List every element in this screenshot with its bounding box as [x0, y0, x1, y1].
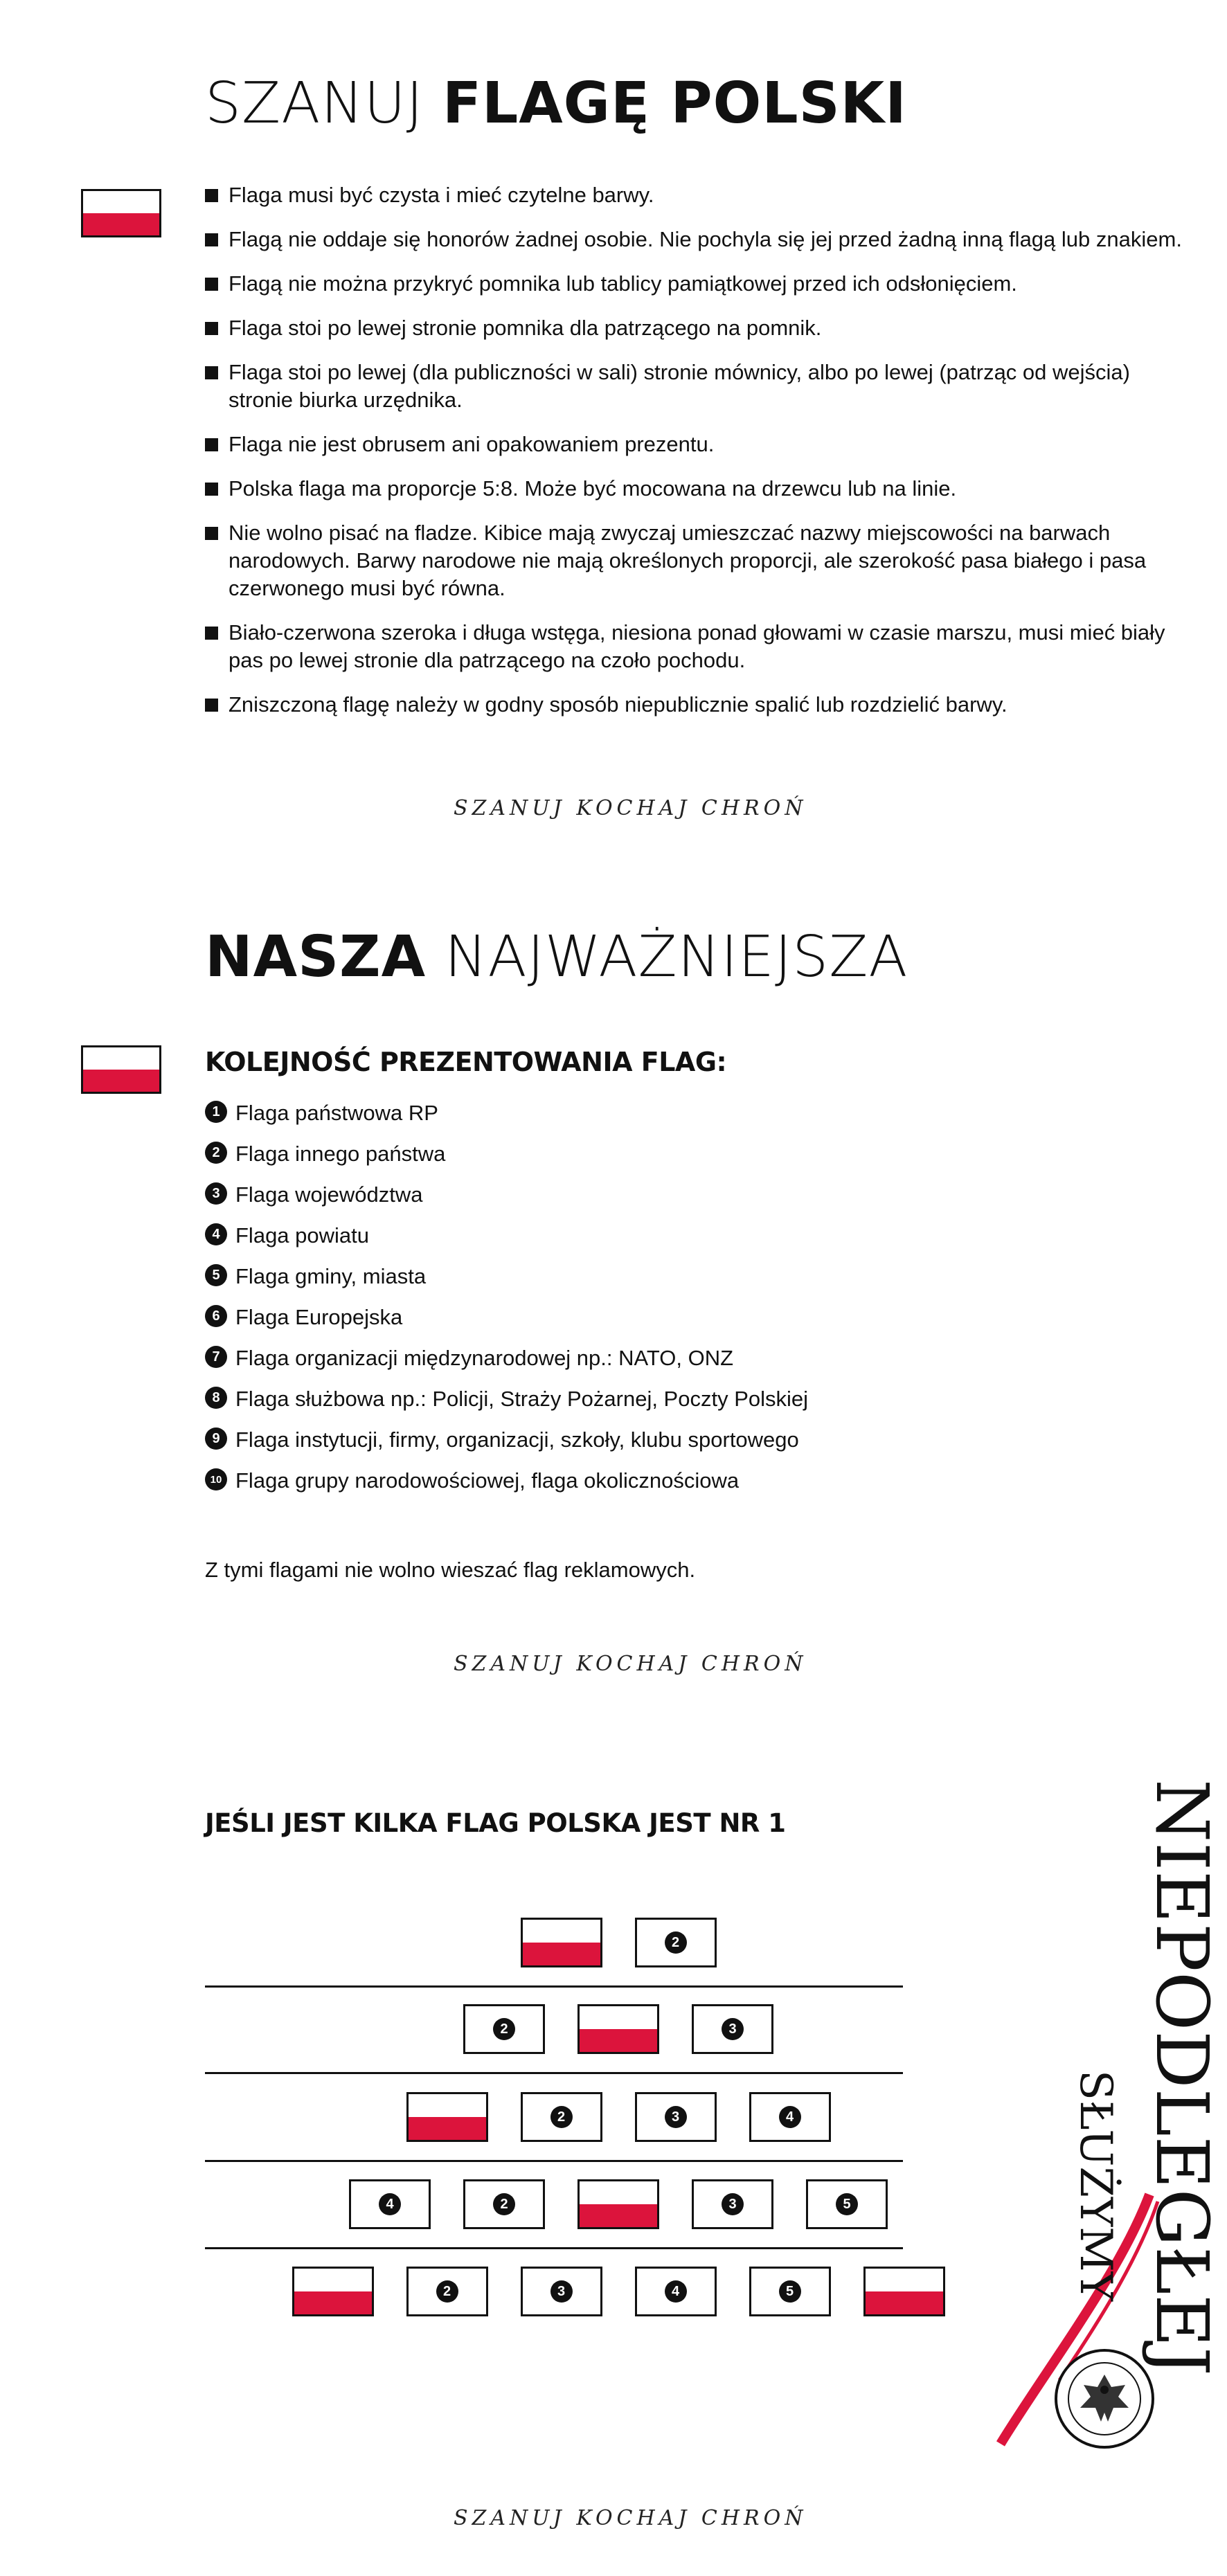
- rule-item: Biało-czerwona szeroka i długa wstęga, niesiona ponad głowami w czasie marszu, musi mieć biały pas po lewej stronie dla patrzącego na czoło pochodu.: [205, 619, 1188, 674]
- polish-flag-icon: [521, 1918, 602, 1967]
- order-item-label: Flaga Europejska: [235, 1305, 403, 1329]
- order-number-badge: 9: [205, 1427, 227, 1450]
- flag-slot-number: 4: [379, 2193, 401, 2215]
- polish-flag-icon: [81, 1045, 161, 1094]
- section2-title-bold: NASZA: [205, 924, 427, 990]
- order-item-label: Flaga gminy, miasta: [235, 1264, 427, 1288]
- section2-title: [205, 924, 908, 990]
- order-item: [205, 1427, 808, 1468]
- flag-slot-number: 2: [665, 1931, 687, 1954]
- motto: SZANUJ KOCHAJ CHROŃ: [454, 796, 807, 820]
- order-number-badge: 10: [205, 1468, 227, 1490]
- order-subtitle: KOLEJNOŚĆ PREZENTOWANIA FLAG:: [205, 1047, 727, 1077]
- polish-flag-icon: [292, 2267, 374, 2316]
- order-item-label: Flaga województwa: [235, 1182, 423, 1207]
- order-item: [205, 1223, 808, 1264]
- row-divider: [205, 2247, 903, 2249]
- rule-item: Polska flaga ma proporcje 5:8. Może być mocowana na drzewcu lub na linie.: [205, 475, 1188, 503]
- flag-slot-number: 3: [722, 2018, 744, 2040]
- flag-slot: [692, 2004, 773, 2054]
- rule-item: Flaga nie jest obrusem ani opakowaniem prezentu.: [205, 431, 1188, 458]
- flag-slot-number: 4: [779, 2106, 801, 2128]
- polish-flag-icon: [863, 2267, 945, 2316]
- flag-slot-number: 3: [665, 2106, 687, 2128]
- order-item: [205, 1468, 808, 1509]
- flag-slot: [749, 2092, 831, 2142]
- flag-order-list: [205, 1101, 808, 1509]
- flag-slot: [635, 2092, 717, 2142]
- order-item-label: Flaga instytucji, firmy, organizacji, szkoły, klubu sportowego: [235, 1427, 799, 1452]
- polish-flag-icon: [577, 2004, 659, 2054]
- rule-item: Flaga stoi po lewej (dla publiczności w sali) stronie mównicy, albo po lewej (patrząc od wejścia) stronie biurka urzędnika.: [205, 359, 1188, 414]
- flag-slot: [806, 2179, 888, 2229]
- motto: SZANUJ KOCHAJ CHROŃ: [454, 2506, 807, 2530]
- order-item-label: Flaga grupy narodowościowej, flaga okolicznościowa: [235, 1468, 740, 1493]
- order-number-badge: 7: [205, 1346, 227, 1368]
- flag-slot: [521, 2267, 602, 2316]
- brand-logo: [969, 1779, 1224, 2471]
- order-item-label: Flaga powiatu: [235, 1223, 370, 1248]
- order-item: [205, 1142, 808, 1182]
- flag-slot-number: 3: [550, 2280, 573, 2303]
- order-item-label: Flaga służbowa np.: Policji, Straży Pożarnej, Poczty Polskiej: [235, 1387, 809, 1411]
- section1-title-bold: FLAGĘ POLSKI: [442, 71, 907, 136]
- rule-item: Zniszczoną flagę należy w godny sposób niepublicznie spalić lub rozdzielić barwy.: [205, 691, 1188, 719]
- order-item: [205, 1182, 808, 1223]
- flag-rules-list: [205, 181, 1188, 735]
- order-item-label: Flaga państwowa RP: [235, 1101, 438, 1125]
- polish-flag-icon: [81, 189, 161, 237]
- section1-title-light: SZANUJ: [205, 71, 424, 136]
- flag-slot: [521, 2092, 602, 2142]
- order-item: [205, 1387, 808, 1427]
- brand-line2: NIEPODLEGŁEJ: [1140, 1779, 1224, 2376]
- row-divider: [205, 2160, 903, 2162]
- flag-slot-number: 2: [493, 2018, 515, 2040]
- motto: SZANUJ KOCHAJ CHROŃ: [454, 1652, 807, 1676]
- flag-slot: [463, 2179, 545, 2229]
- order-item-label: Flaga innego państwa: [235, 1142, 446, 1166]
- order-item: [205, 1264, 808, 1305]
- order-number-badge: 8: [205, 1387, 227, 1409]
- flag-slot-number: 4: [665, 2280, 687, 2303]
- row-divider: [205, 1985, 903, 1988]
- order-number-badge: 3: [205, 1182, 227, 1205]
- flag-slot-number: 2: [550, 2106, 573, 2128]
- order-number-badge: 1: [205, 1101, 227, 1123]
- order-number-badge: 2: [205, 1142, 227, 1164]
- flag-slot-number: 2: [493, 2193, 515, 2215]
- order-item-label: Flaga organizacji międzynarodowej np.: NATO, ONZ: [235, 1346, 734, 1370]
- order-item: [205, 1346, 808, 1387]
- flag-slot-number: 5: [779, 2280, 801, 2303]
- section2-title-light: NAJWAŻNIEJSZA: [445, 924, 908, 990]
- order-number-badge: 5: [205, 1264, 227, 1286]
- flag-slot-number: 2: [436, 2280, 458, 2303]
- rule-item: Flagą nie można przykryć pomnika lub tablicy pamiątkowej przed ich odsłonięciem.: [205, 270, 1188, 298]
- brand-line1: SŁUŻYMY: [1070, 2070, 1121, 2301]
- flag-slot: [635, 1918, 717, 1967]
- order-item: [205, 1101, 808, 1142]
- flag-slot: [406, 2267, 488, 2316]
- flag-slot: [692, 2179, 773, 2229]
- rule-item: Flaga stoi po lewej stronie pomnika dla patrzącego na pomnik.: [205, 314, 1188, 342]
- flag-slot: [349, 2179, 431, 2229]
- advertising-note: Z tymi flagami nie wolno wieszać flag reklamowych.: [205, 1558, 696, 1582]
- flag-slot: [635, 2267, 717, 2316]
- eagle-seal-icon: [1053, 2347, 1156, 2451]
- order-number-badge: 4: [205, 1223, 227, 1245]
- row-divider: [205, 2072, 903, 2074]
- rule-item: Nie wolno pisać na fladze. Kibice mają zwyczaj umieszczać nazwy miejscowości na barwach narodowych. Barwy narodowe nie mają określonych proporcji, ale szerokość pasa białego i pasa czerwonego musi być równa.: [205, 519, 1188, 602]
- flag-slot-number: 3: [722, 2193, 744, 2215]
- arrangement-subtitle: JEŚLI JEST KILKA FLAG POLSKA JEST NR 1: [205, 1808, 786, 1838]
- flag-slot-number: 5: [836, 2193, 858, 2215]
- rule-item: Flaga musi być czysta i mieć czytelne barwy.: [205, 181, 1188, 209]
- rule-item: Flagą nie oddaje się honorów żadnej osobie. Nie pochyla się jej przed żadną inną flagą lub znakiem.: [205, 226, 1188, 253]
- flag-slot: [749, 2267, 831, 2316]
- order-number-badge: 6: [205, 1305, 227, 1327]
- polish-flag-icon: [406, 2092, 488, 2142]
- order-item: [205, 1305, 808, 1346]
- flag-slot: [463, 2004, 545, 2054]
- polish-flag-icon: [577, 2179, 659, 2229]
- section1-title: [205, 71, 907, 136]
